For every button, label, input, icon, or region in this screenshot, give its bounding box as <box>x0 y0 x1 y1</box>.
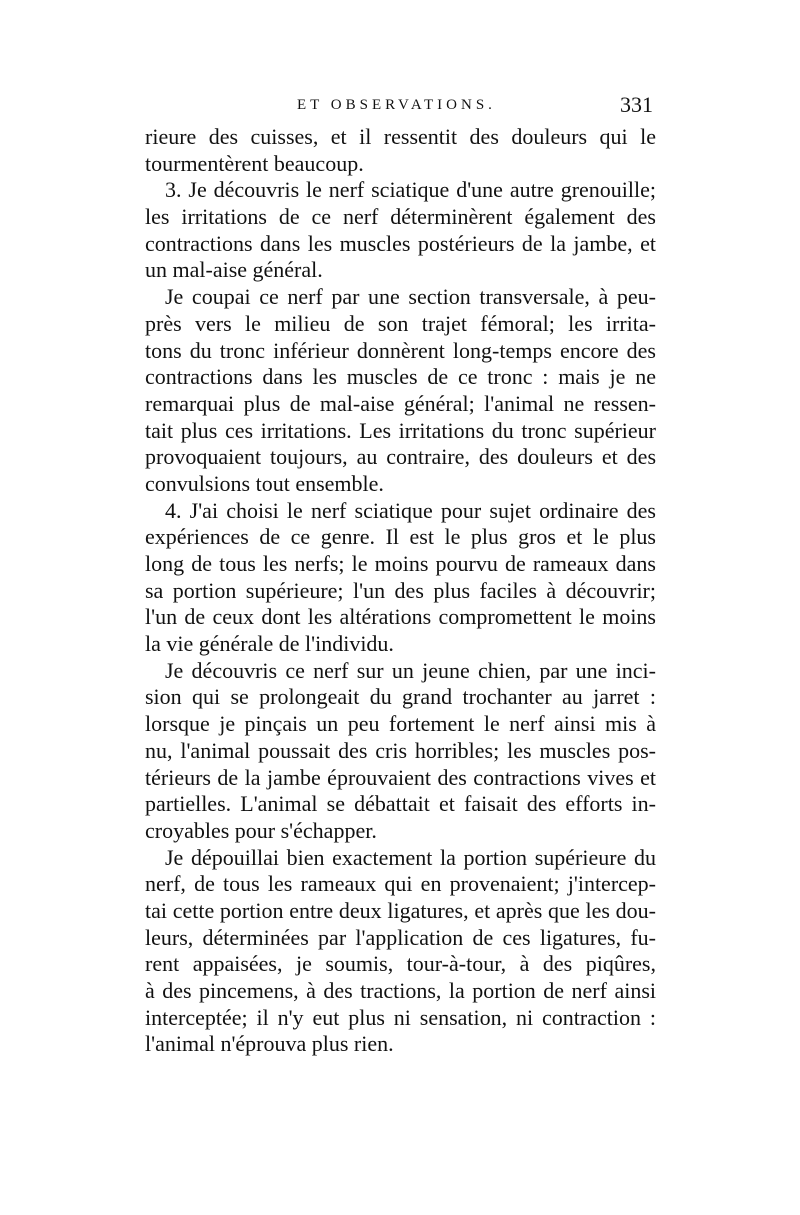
text-line: croyables pour s'échapper. <box>145 817 377 843</box>
text-line: convulsions tout ensemble. <box>145 470 384 496</box>
text-line: contractions dans les muscles postérieurs de la jambe, et <box>145 230 656 256</box>
text-line: tait plus ces irritations. Les irritations du tronc supérieur <box>145 417 656 443</box>
text-line: expériences de ce genre. Il est le plus gros et le plus <box>145 524 656 550</box>
text-line: sion qui se prolongeait du grand trochanter au jarret : <box>145 684 656 710</box>
text-line: lorsque je pinçais un peu fortement le nerf ainsi mis à <box>145 711 656 737</box>
text-line: les irritations de ce nerf déterminèrent également des <box>145 204 656 230</box>
text-line: partielles. L'animal se débattait et faisait des efforts in- <box>145 791 656 817</box>
text-line: tourmentèrent beaucoup. <box>145 150 364 176</box>
text-line: rent appaisées, je soumis, tour-à-tour, à des piqûres, <box>145 951 656 977</box>
page-number: 331 <box>620 92 653 117</box>
text-line: térieurs de la jambe éprouvaient des contractions vives et <box>145 764 656 790</box>
text-line: sa portion supérieure; l'un des plus faciles à découvrir; <box>145 577 656 603</box>
text-line: rieure des cuisses, et il ressentit des douleurs qui le <box>145 124 656 149</box>
text-line: la vie générale de l'individu. <box>145 631 394 657</box>
text-line: provoquaient toujours, au contraire, des douleurs et des <box>145 444 656 470</box>
text-line: l'un de ceux dont les altérations compromettent le moins <box>145 604 656 630</box>
text-line: Je coupai ce nerf par une section transversale, à peu- <box>165 284 656 310</box>
text-line: un mal-aise général. <box>145 257 323 283</box>
text-line: remarquai plus de mal-aise général; l'animal ne ressen- <box>145 390 656 416</box>
text-line: Je dépouillai bien exactement la portion supérieure du <box>165 844 656 870</box>
body-text <box>145 124 656 1058</box>
text-line: près vers le milieu de son trajet fémoral; les irrita- <box>145 310 656 336</box>
text-line: tons du tronc inférieur donnèrent long-temps encore des <box>145 337 656 363</box>
text-line: Je découvris ce nerf sur un jeune chien, par une inci- <box>165 657 656 683</box>
text-line: à des pincemens, à des tractions, la portion de nerf ainsi <box>145 978 656 1003</box>
text-line: 4. J'ai choisi le nerf sciatique pour sujet ordinaire des <box>165 497 656 523</box>
text-line: 3. Je découvris le nerf sciatique d'une autre grenouille; <box>165 177 656 203</box>
text-line: interceptée; il n'y eut plus ni sensation, ni contraction : <box>145 1004 656 1030</box>
text-line: l'animal n'éprouva plus rien. <box>145 1031 394 1057</box>
running-title: ET OBSERVATIONS. <box>297 97 496 113</box>
page-header <box>145 94 653 124</box>
text-line: tai cette portion entre deux ligatures, et après que les dou- <box>145 897 656 923</box>
text-line: nu, l'animal poussait des cris horribles; les muscles pos- <box>145 737 656 763</box>
text-line: long de tous les nerfs; le moins pourvu de rameaux dans <box>145 551 656 576</box>
text-line: nerf, de tous les rameaux qui en provenaient; j'intercep- <box>145 871 656 897</box>
text-line: contractions dans les muscles de ce tronc : mais je ne <box>145 364 656 390</box>
text-line: leurs, déterminées par l'application de ces ligatures, fu- <box>145 924 656 950</box>
